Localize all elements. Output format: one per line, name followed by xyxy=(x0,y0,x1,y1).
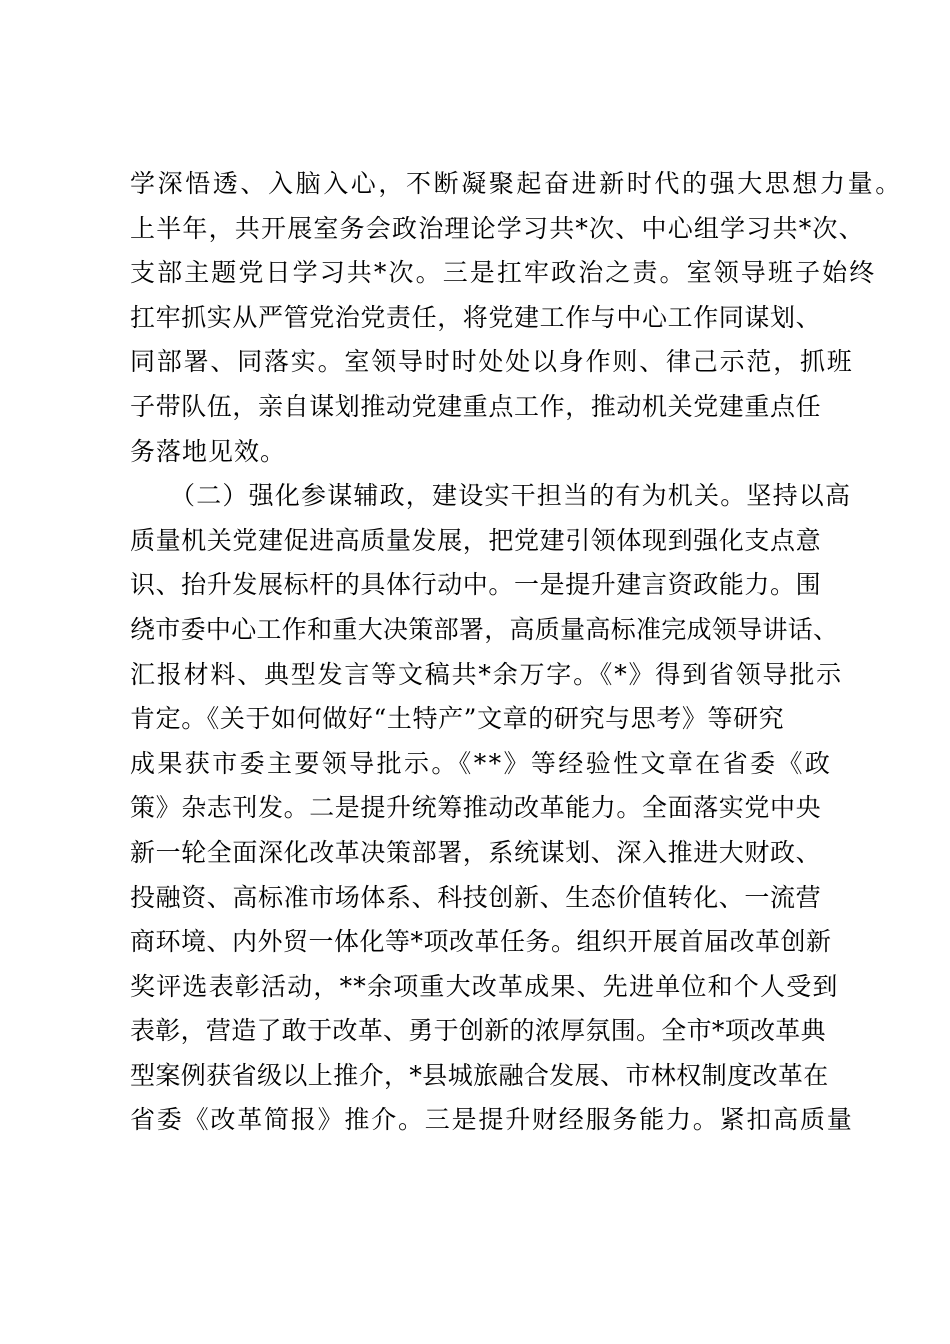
text-line xyxy=(130,965,850,1010)
text-line-content: 肯定。《关于如何做好“土特产”文章的研究与思考》等研究 xyxy=(130,704,785,734)
text-line xyxy=(130,340,854,385)
text-line xyxy=(130,162,903,207)
text-line-content: 汇报材料、典型发言等文稿共*余万字。《*》得到省领导批示 xyxy=(130,659,843,689)
text-line-content: 新一轮全面深化改革决策部署，系统谋划、深入推进大财政、 xyxy=(130,837,822,867)
text-line xyxy=(130,920,850,965)
text-line xyxy=(130,430,850,475)
text-line xyxy=(130,519,850,564)
text-line xyxy=(130,207,865,252)
text-line xyxy=(130,831,850,876)
text-line-content: 质量机关党建促进高质量发展，把党建引领体现到强化支点意 xyxy=(130,525,822,555)
text-line xyxy=(130,474,850,519)
text-line-content: 成果获市委主要领导批示。《**》等经验性文章在省委《政 xyxy=(130,748,833,778)
text-line-content: 上半年，共开展室务会政治理论学习共*次、中心组学习共*次、 xyxy=(130,213,865,243)
text-line xyxy=(130,251,877,296)
text-line-content: 策》杂志刊发。二是提升统筹推动改革能力。全面落实党中央 xyxy=(130,793,822,823)
text-line-content: 表彰，营造了敢于改革、勇于创新的浓厚氛围。全市*项改革典 xyxy=(130,1016,826,1046)
text-line-content: 识、抬升发展标杆的具体行动中。一是提升建言资政能力。围 xyxy=(130,570,822,600)
text-line-content: （二）强化参谋辅政，建设实干担当的有为机关。坚持以高 xyxy=(170,481,852,511)
text-line xyxy=(130,563,850,608)
text-line-content: 学深悟透、入脑入心，不断凝聚起奋进新时代的强大思想力量。 xyxy=(130,169,903,198)
text-line-content: 务落地见效。 xyxy=(130,436,287,466)
text-line xyxy=(130,1054,850,1099)
text-line-content: 同部署、同落实。室领导时时处处以身作则、律己示范，抓班 xyxy=(130,347,854,377)
text-line xyxy=(130,385,850,430)
text-line xyxy=(130,653,850,698)
text-line xyxy=(130,876,850,921)
text-line-content: 子带队伍，亲自谋划推动党建重点工作，推动机关党建重点任 xyxy=(130,391,822,421)
text-line xyxy=(130,742,850,787)
text-line-content: 投融资、高标准市场体系、科技创新、生态价值转化、一流营 xyxy=(130,882,822,912)
text-line-content: 奖评选表彰活动，**余项重大改革成果、先进单位和个人受到 xyxy=(130,971,839,1001)
body-text xyxy=(130,162,903,1143)
text-line xyxy=(130,697,850,742)
text-line xyxy=(130,608,850,653)
text-line-content: 扛牢抓实从严管党治党责任，将党建工作与中心工作同谋划、 xyxy=(130,302,822,332)
text-line-content: 型案例获省级以上推介，*县城旅融合发展、市林权制度改革在 xyxy=(130,1060,829,1090)
text-line xyxy=(130,296,850,341)
text-line-content: 商环境、内外贸一体化等*项改革任务。组织开展首届改革创新 xyxy=(130,927,832,957)
text-line-content: 支部主题党日学习共*次。三是扛牢政治之责。室领导班子始终 xyxy=(130,258,877,288)
text-line xyxy=(130,1098,854,1143)
text-line xyxy=(130,786,850,831)
text-line-content: 绕市委中心工作和重大决策部署，高质量高标准完成领导讲话、 xyxy=(130,614,839,644)
text-line xyxy=(130,1009,850,1054)
text-line-content: 省委《改革简报》推介。三是提升财经服务能力。紧扣高质量 xyxy=(130,1105,854,1135)
